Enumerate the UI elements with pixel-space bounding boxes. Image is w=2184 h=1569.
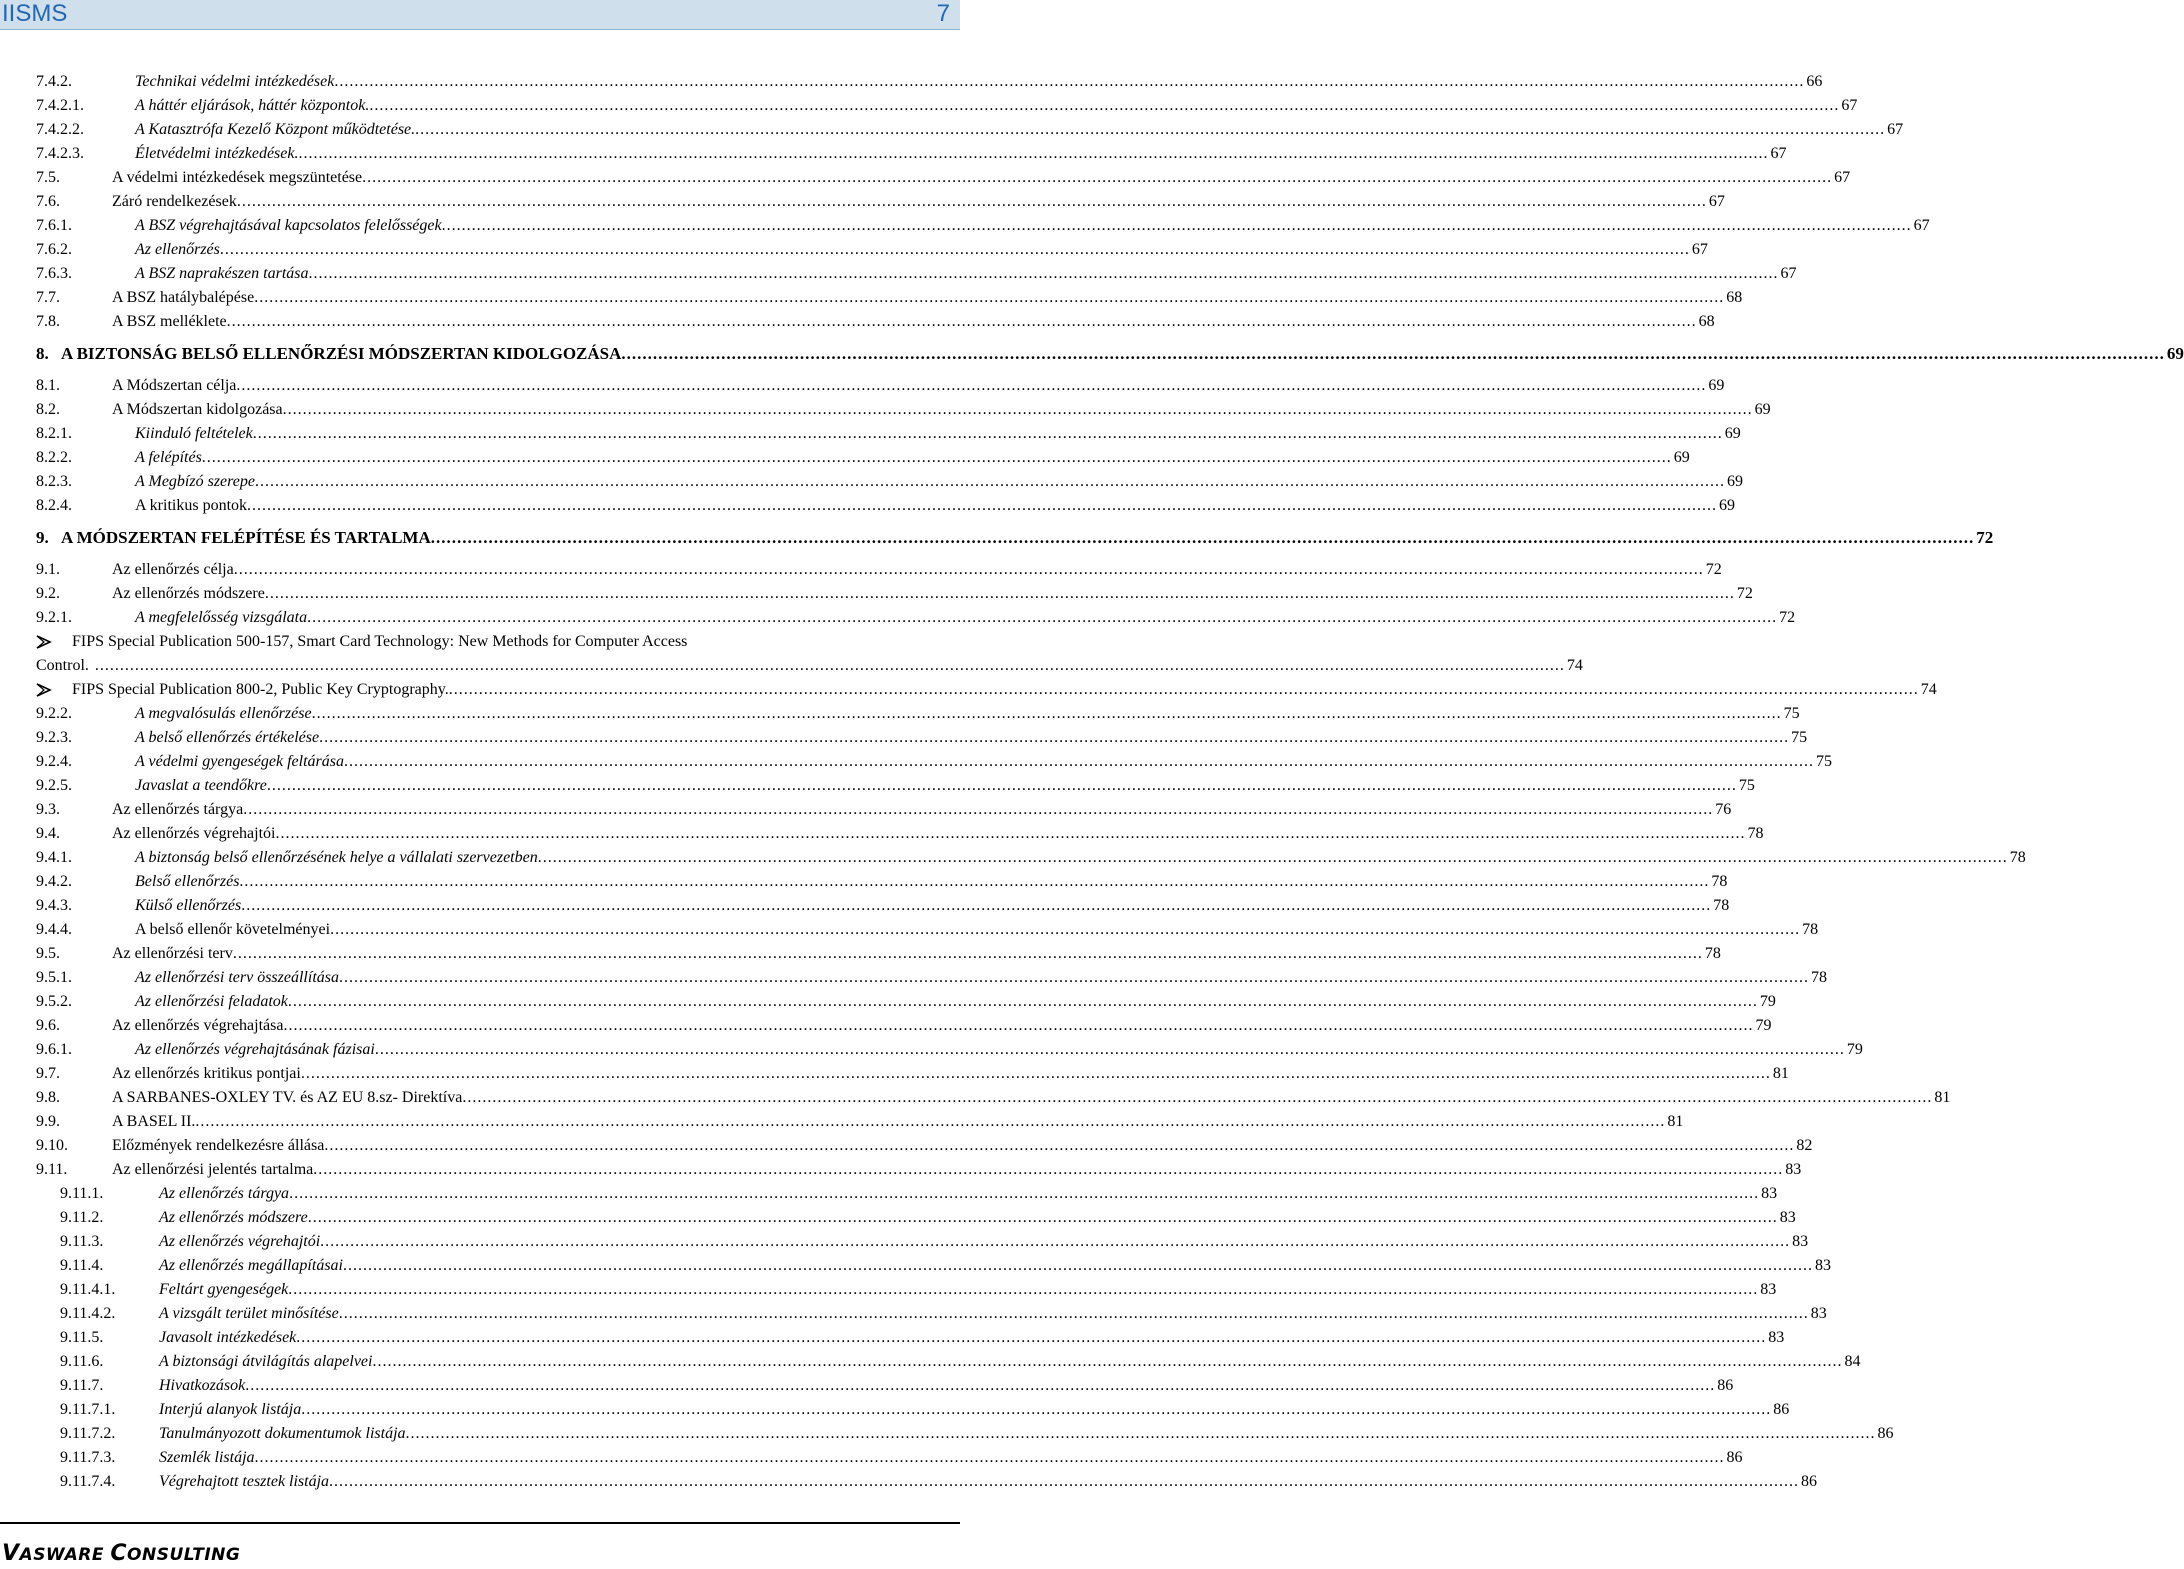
toc-entry[interactable] [36,1422,1894,1446]
toc-entry-page: 67 [1834,169,1851,186]
toc-entry[interactable] [36,526,1994,550]
toc-entry-page: 78 [1802,921,1819,938]
toc-entry-title: Az ellenőrzés végrehajtásának fázisai [135,1041,375,1058]
toc-entry-title: A vizsgált terület minősítése [159,1305,339,1322]
toc-entry-number: 9.11.6. [60,1353,104,1370]
toc-entry[interactable] [36,1230,1809,1254]
toc-entry-title: A megvalósulás ellenőrzése [135,705,312,722]
toc-entry[interactable] [36,918,1819,942]
toc-entry-number: 9.7. [36,1065,60,1082]
toc-entry-number: 9.11.7. [60,1377,104,1394]
toc-entry-page: 74 [1920,681,1937,698]
toc-entry-page: 81 [1934,1089,1951,1106]
toc-entry-page: 83 [1768,1329,1785,1346]
toc-entry-title: A BSZ végrehajtásával kapcsolatos felelősségek [135,217,442,234]
toc-entry-title: Interjú alanyok listája [159,1401,302,1418]
toc-entry-title: Az ellenőrzés tárgya [112,801,244,818]
toc-leader-dots [442,214,1912,238]
arrow-bullet-icon [36,678,56,702]
toc-entry-title: Az ellenőrzés [135,241,220,258]
toc-entry-title: Az ellenőrzési jelentés tartalma [112,1161,314,1178]
toc-entry-number: 9.8. [36,1089,60,1106]
toc-entry-page: 83 [1785,1161,1802,1178]
toc-entry-page: 83 [1810,1305,1827,1322]
toc-entry-number: 9.4.1. [36,849,72,866]
toc-entry-page: 69 [1719,497,1736,514]
toc-leader-dots [431,526,1975,550]
toc-leader-dots [298,142,1768,166]
toc-entry-number: 9.11.4.1. [60,1281,116,1298]
toc-entry[interactable] [36,1086,1951,1110]
toc-entry-title: Javasolt intézkedések [159,1329,297,1346]
toc-leader-dots [372,1350,1842,1374]
toc-entry-page: 67 [1913,217,1930,234]
toc-entry-title: A biztonság belső ellenőrzésének helye a vállalati szervezetben [135,849,538,866]
toc-leader-dots [415,118,1885,142]
toc-entry-page: 78 [1704,945,1721,962]
toc-leader-dots [255,470,1725,494]
toc-leader-dots [538,846,2008,870]
toc-leader-dots [406,1422,1876,1446]
toc-leader-dots [462,1086,1932,1110]
toc-entry-page: 67 [1691,241,1708,258]
toc-leader-dots [265,582,1735,606]
toc-leader-dots [307,606,1777,630]
toc-leader-dots [237,190,1707,214]
toc-entry-number: 9.4.2. [36,873,72,890]
toc-entry-title: Az ellenőrzési feladatok [135,993,288,1010]
toc-entry-title: Az ellenőrzési terv [112,945,233,962]
toc-entry[interactable] [36,1206,1796,1230]
toc-entry-title: A SARBANES-OXLEY TV. és AZ EU 8.sz- Direktíva [112,1089,463,1106]
toc-leader-dots [267,774,1737,798]
toc-entry[interactable] [36,750,1832,774]
toc-entry-number: 9.2. [36,585,60,602]
toc-entry-page: 83 [1792,1233,1809,1250]
toc-entry-number: 9.11.5. [60,1329,104,1346]
toc-entry-page: 69 [1726,473,1743,490]
toc-entry[interactable] [36,166,1851,190]
toc-entry-title: Kiinduló feltételek [135,425,253,442]
toc-entry-number: 9.11.1. [60,1185,104,1202]
toc-entry-page: 69 [1754,401,1771,418]
toc-entry-page: 69 [1673,449,1690,466]
toc-entry-number: 7.7. [36,289,60,306]
toc-entry-page: 78 [1713,897,1730,914]
toc-leader-dots [283,398,1753,422]
footer-divider [0,1522,960,1524]
toc-entry-page: 75 [1791,729,1808,746]
toc-entry-number: 9.3. [36,801,60,818]
toc-entry-title: A BSZ hatálybalépése [112,289,255,306]
toc-entry-title: Az ellenőrzés végrehajtói [159,1233,321,1250]
toc-entry[interactable] [36,342,2184,366]
toc-bullet-title-cont: Control. [36,657,89,674]
toc-entry[interactable] [36,1254,1831,1278]
toc-entry-page: 79 [1759,993,1776,1010]
toc-entry-number: 7.4.2.3. [36,145,84,162]
toc-entry-page: 86 [1717,1377,1734,1394]
toc-entry[interactable] [36,1134,1813,1158]
toc-entry-title: A Módszertan kidolgozása [112,401,283,418]
toc-entry[interactable] [36,822,1764,846]
toc-entry[interactable] [36,966,1827,990]
toc-entry-page: 86 [1726,1449,1743,1466]
toc-leader-dots [308,262,1778,286]
toc-entry-title: A Katasztrófa Kezelő Központ működtetése. [135,121,416,138]
toc-entry[interactable] [36,94,1858,118]
toc-entry-page: 83 [1760,1281,1777,1298]
toc-entry-page: 86 [1801,1473,1818,1490]
toc-entry-title: A MÓDSZERTAN FELÉPÍTÉSE ÉS TARTALMA [61,528,431,547]
toc-entry-page: 75 [1815,753,1832,770]
toc-entry[interactable] [36,374,1725,398]
toc-entry[interactable] [36,726,1808,750]
toc-entry-title: Hivatkozások [159,1377,246,1394]
toc-entry-number: 9.11.4.2. [60,1305,116,1322]
toc-entry[interactable] [36,1326,1785,1350]
toc-entry-title: Az ellenőrzés végrehajtói [112,825,276,842]
toc-entry-page: 66 [1806,73,1823,90]
toc-entry-title: Záró rendelkezések [112,193,237,210]
toc-leader-dots [369,94,1839,118]
toc-entry-page: 81 [1772,1065,1789,1082]
toc-leader-dots [202,446,1672,470]
toc-entry[interactable] [36,1374,1734,1398]
toc-leader-dots [253,422,1723,446]
toc-entry-title: Tanulmányozott dokumentumok listája [159,1425,406,1442]
toc-entry-title: Előzmények rendelkezésre állása [112,1137,325,1154]
toc-leader-dots [339,1302,1809,1326]
toc-leader-dots [220,238,1690,262]
toc-entry-page: 67 [1887,121,1904,138]
toc-entry[interactable] [36,398,1771,422]
toc-entry-number: 8. [36,344,49,363]
toc-entry-title: A Módszertan célja [112,377,237,394]
toc-entry[interactable] [36,262,1797,286]
toc-entry-title: Az ellenőrzés módszere [159,1209,308,1226]
toc-bullet-entry[interactable] [36,678,1937,702]
toc-entry-number: 9. [36,528,49,547]
toc-entry-number: 8.2.2. [36,449,72,466]
toc-entry-page: 67 [1841,97,1858,114]
toc-entry-title: Végrehajtott tesztek listája [159,1473,330,1490]
toc-entry[interactable] [36,142,1787,166]
toc-entry-number: 9.11.7.3. [60,1449,116,1466]
toc-entry-number: 7.6.1. [36,217,72,234]
toc-entry[interactable] [36,1158,1802,1182]
toc-entry-number: 9.11.4. [60,1257,104,1274]
toc-entry[interactable] [36,286,1743,310]
toc-entry[interactable] [36,702,1800,726]
toc-entry-title: A biztonsági átvilágítás alapelvei [159,1353,373,1370]
toc-entry-title: Az ellenőrzési terv összeállítása [135,969,339,986]
toc-entry-title: A megfelelősség vizsgálata [135,609,308,626]
document-title: IISMS [2,0,68,27]
toc-entry-page: 67 [1780,265,1797,282]
toc-entry-page: 78 [1747,825,1764,842]
toc-bullet-continuation [36,654,1583,678]
toc-entry-number: 9.2.4. [36,753,72,770]
toc-entry[interactable] [36,238,1708,262]
toc-leader-dots [236,374,1706,398]
toc-entry-number: 7.6.2. [36,241,72,258]
toc-entry[interactable] [36,774,1755,798]
toc-entry-page: 81 [1667,1113,1684,1130]
toc-entry[interactable] [36,606,1796,630]
toc-leader-dots [227,310,1697,334]
toc-entry[interactable] [36,1110,1684,1134]
toc-leader-dots [621,342,2165,366]
toc-entry-number: 8.2.4. [36,497,72,514]
toc-entry[interactable] [36,70,1823,94]
toc-entry-page: 68 [1698,313,1715,330]
toc-entry-number: 9.5.2. [36,993,72,1010]
toc-entry[interactable] [36,558,1722,582]
toc-entry-title: A BSZ melléklete [112,313,227,330]
toc-leader-dots [334,70,1804,94]
toc-entry-number: 7.4.2.2. [36,121,84,138]
footer-brand-initial-2: C [110,1541,128,1566]
toc-leader-dots [308,1206,1778,1230]
toc-entry-number: 8.1. [36,377,60,394]
toc-entry-title: Az ellenőrzés tárgya [159,1185,290,1202]
toc-entry-number: 7.8. [36,313,60,330]
toc-leader-dots [296,1326,1766,1350]
toc-entry-number: 7.4.2.1. [36,97,84,114]
toc-entry-page: 74 [1566,657,1583,674]
toc-entry[interactable] [36,870,1728,894]
toc-entry-title: Javaslat a teendőkre [135,777,267,794]
toc-entry[interactable] [36,494,1736,518]
toc-entry[interactable] [36,422,1741,446]
toc-entry-page: 72 [1976,528,1994,547]
toc-entry-page: 82 [1796,1137,1813,1154]
toc-entry-page: 72 [1705,561,1722,578]
toc-entry-title: A belső ellenőr követelményei [135,921,331,938]
toc-entry-number: 9.2.2. [36,705,72,722]
toc-entry-page: 75 [1738,777,1755,794]
toc-entry-number: 9.4. [36,825,60,842]
toc-leader-dots [288,1278,1758,1302]
toc-entry-number: 9.11.3. [60,1233,104,1250]
toc-entry[interactable] [36,1182,1778,1206]
toc-entry[interactable] [36,894,1730,918]
toc-entry[interactable] [36,1398,1790,1422]
toc-leader-dots [275,822,1745,846]
toc-leader-dots [195,1110,1665,1134]
toc-entry-page: 79 [1755,1017,1772,1034]
toc-leader-dots [255,1446,1725,1470]
toc-entry-number: 9.2.3. [36,729,72,746]
toc-leader-dots [313,1158,1783,1182]
toc-leader-dots [283,1014,1753,1038]
toc-entry[interactable] [36,214,1930,238]
toc-entry-number: 7.6.3. [36,265,72,282]
toc-entry[interactable] [36,846,2026,870]
toc-leader-dots [301,1398,1771,1422]
toc-entry[interactable] [36,446,1690,470]
toc-entry-title: Az ellenőrzés kritikus pontjai [112,1065,301,1082]
toc-bullet-entry[interactable] [36,630,1583,678]
toc-entry-page: 69 [1708,377,1725,394]
toc-entry-page: 78 [1711,873,1728,890]
toc-entry-title: Az ellenőrzés célja [112,561,234,578]
toc-entry-page: 83 [1814,1257,1831,1274]
toc-entry-title: Életvédelmi intézkedések. [135,145,299,162]
toc-entry[interactable] [36,1062,1789,1086]
toc-entry-title: A védelmi intézkedések megszüntetése [112,169,363,186]
toc-bullet-title: FIPS Special Publication 800-2, Public Key Cryptography. [72,681,449,698]
table-of-contents [36,70,2184,1494]
toc-entry-title: Szemlék listája [159,1449,255,1466]
toc-entry-number: 9.5.1. [36,969,72,986]
toc-entry-page: 83 [1761,1185,1778,1202]
toc-entry-number: 9.2.5. [36,777,72,794]
toc-entry-page: 67 [1708,193,1725,210]
page-header [0,0,960,30]
toc-entry-page: 83 [1779,1209,1796,1226]
toc-entry-number: 7.4.2. [36,73,72,90]
toc-leader-dots [247,494,1717,518]
toc-leader-dots [239,870,1709,894]
toc-leader-dots [330,918,1800,942]
arrow-bullet-icon [36,630,56,654]
toc-entry-number: 9.11.7.1. [60,1401,116,1418]
toc-entry[interactable] [36,190,1725,214]
toc-entry-title: Az ellenőrzés módszere [112,585,265,602]
toc-leader-dots [312,702,1782,726]
toc-entry-title: A háttér eljárások, háttér központok. [135,97,370,114]
toc-entry-title: A BIZTONSÁG BELSŐ ELLENŐRZÉSI MÓDSZERTAN KIDOLGOZÁSA [61,344,622,363]
toc-leader-dots [343,1254,1813,1278]
toc-leader-dots [339,966,1809,990]
toc-entry[interactable] [36,798,1732,822]
toc-entry-page: 72 [1779,609,1796,626]
toc-entry-number: 9.11.2. [60,1209,104,1226]
toc-entry-number: 9.1. [36,561,60,578]
toc-entry-number: 7.5. [36,169,60,186]
toc-entry-number: 9.2.1. [36,609,72,626]
toc-entry-number: 9.9. [36,1113,60,1130]
toc-entry-number: 9.11. [36,1161,68,1178]
toc-entry-number: 9.5. [36,945,60,962]
toc-entry-number: 8.2.3. [36,473,72,490]
toc-entry-page: 86 [1877,1425,1894,1442]
toc-entry-number: 9.10. [36,1137,68,1154]
toc-entry[interactable] [36,1302,1827,1326]
footer-brand-initial-1: V [2,1541,20,1566]
toc-entry[interactable] [36,1350,1861,1374]
toc-entry-page: 86 [1773,1401,1790,1418]
toc-entry-title: Külső ellenőrzés [135,897,242,914]
footer-brand-rest-1: ASWARE [19,1545,111,1565]
toc-entry[interactable] [36,470,1743,494]
toc-entry[interactable] [36,990,1776,1014]
toc-entry-title: A Megbízó szerepe [135,473,255,490]
toc-entry[interactable] [36,1470,1818,1494]
toc-entry-title: Technikai védelmi intézkedések [135,73,335,90]
toc-entry-title: A BSZ naprakészen tartása [135,265,309,282]
toc-leader-dots [245,1374,1715,1398]
toc-entry-page: 84 [1844,1353,1861,1370]
toc-leader-dots [288,990,1758,1014]
toc-entry-page: 75 [1783,705,1800,722]
toc-entry-title: A védelmi gyengeségek feltárása [135,753,344,770]
toc-entry-title: A belső ellenőrzés értékelése [135,729,320,746]
toc-leader-dots [254,286,1724,310]
toc-entry-title: A BASEL II. [112,1113,196,1130]
toc-entry[interactable] [36,582,1753,606]
toc-leader-dots [375,1038,1845,1062]
toc-entry-number: 9.11.7.4. [60,1473,116,1490]
toc-leader-dots [89,654,1565,678]
toc-entry-page: 69 [1724,425,1741,442]
toc-entry[interactable] [36,118,1904,142]
toc-entry-page: 69 [2166,344,2184,363]
toc-leader-dots [344,750,1814,774]
toc-entry-page: 79 [1846,1041,1863,1058]
toc-leader-dots [319,726,1789,750]
toc-entry-page: 78 [1810,969,1827,986]
toc-leader-dots [301,1062,1771,1086]
footer-brand-rest-2: ONSULTING [127,1545,241,1565]
toc-entry[interactable] [36,1014,1772,1038]
toc-entry-number: 9.6. [36,1017,60,1034]
page-number: 7 [936,0,950,27]
toc-entry[interactable] [36,1038,1863,1062]
toc-leader-dots [289,1182,1759,1206]
toc-entry-number: 9.4.4. [36,921,72,938]
toc-entry-title: A felépítés [135,449,202,466]
toc-leader-dots [449,678,1919,702]
toc-entry-title: Belső ellenőrzés [135,873,240,890]
toc-leader-dots [329,1470,1799,1494]
toc-leader-dots [233,942,1703,966]
toc-leader-dots [234,558,1704,582]
toc-entry-title: Feltárt gyengeségek [159,1281,289,1298]
toc-entry-number: 9.6.1. [36,1041,72,1058]
toc-leader-dots [324,1134,1794,1158]
toc-entry[interactable] [36,310,1715,334]
toc-leader-dots [243,798,1713,822]
toc-entry-title: Az ellenőrzés végrehajtása [112,1017,284,1034]
toc-leader-dots [320,1230,1790,1254]
toc-entry-title: Az ellenőrzés megállapításai [159,1257,343,1274]
toc-entry-number: 8.2. [36,401,60,418]
toc-entry-number: 9.4.3. [36,897,72,914]
toc-leader-dots [362,166,1832,190]
toc-entry[interactable] [36,1278,1777,1302]
toc-entry-page: 72 [1736,585,1753,602]
toc-entry-number: 8.2.1. [36,425,72,442]
toc-bullet-title: FIPS Special Publication 500-157, Smart Card Technology: New Methods for Computer Access [72,633,688,650]
toc-entry-page: 67 [1770,145,1787,162]
toc-entry[interactable] [36,942,1721,966]
toc-entry-number: 7.6. [36,193,60,210]
toc-entry-page: 68 [1726,289,1743,306]
toc-entry-number: 9.11.7.2. [60,1425,116,1442]
toc-entry[interactable] [36,1446,1743,1470]
toc-entry-page: 76 [1715,801,1732,818]
toc-entry-page: 78 [2009,849,2026,866]
toc-entry-title: A kritikus pontok [135,497,248,514]
toc-leader-dots [241,894,1711,918]
footer-brand [2,1541,240,1568]
